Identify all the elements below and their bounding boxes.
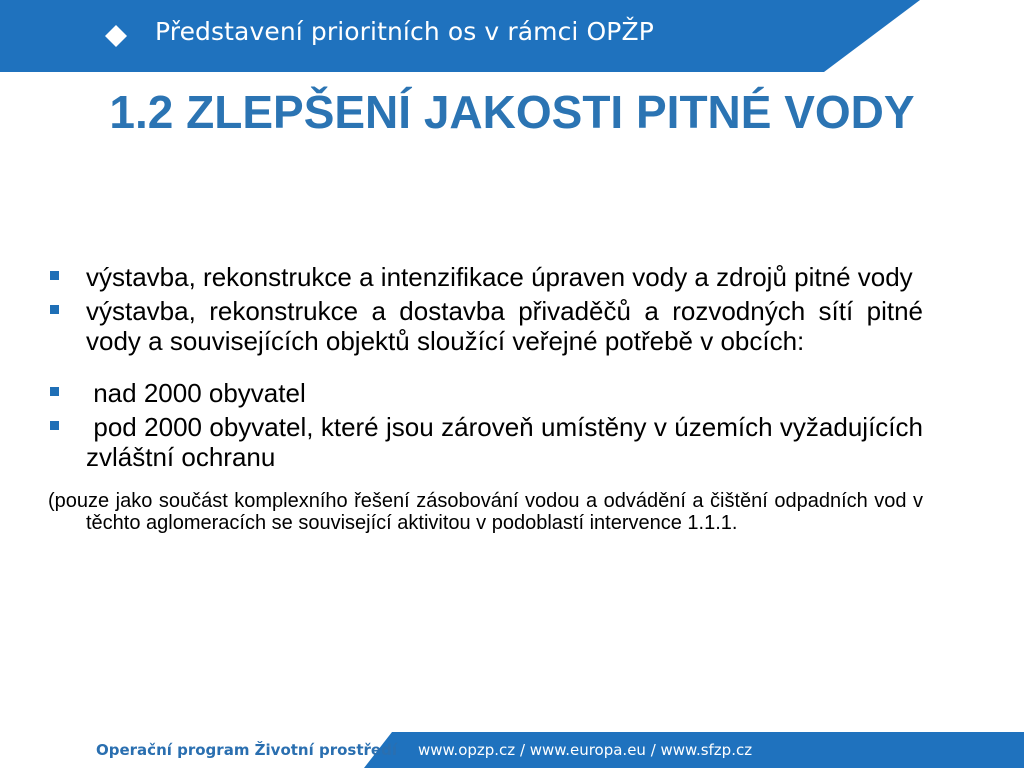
slide-content bbox=[48, 262, 931, 534]
square-bullet-icon bbox=[50, 421, 59, 430]
square-bullet-icon bbox=[50, 271, 59, 280]
square-bullet-icon bbox=[50, 305, 59, 314]
bullet-text: pod 2000 obyvatel, které jsou zároveň umístěny v územích vyžadujících zvláštní ochranu bbox=[86, 412, 931, 472]
bullet-item bbox=[48, 296, 923, 356]
bullet-text: nad 2000 obyvatel bbox=[86, 378, 306, 408]
bullet-text: výstavba, rekonstrukce a dostavba přivaděčů a rozvodných sítí pitné vody a souvisejících objektů sloužící veřejné potřebě v obcích: bbox=[86, 296, 923, 356]
footer-program-name: Operační program Životní prostředí bbox=[96, 741, 397, 759]
bullet-list bbox=[48, 262, 931, 472]
header-title: Představení prioritních os v rámci OPŽP bbox=[155, 17, 654, 46]
square-bullet-icon bbox=[50, 387, 59, 396]
header-band bbox=[0, 0, 1024, 72]
footer-band bbox=[0, 732, 1024, 768]
bullet-text: výstavba, rekonstrukce a intenzifikace úpraven vody a zdrojů pitné vody bbox=[86, 262, 913, 292]
footer-links[interactable]: www.opzp.cz / www.europa.eu / www.sfzp.cz bbox=[418, 741, 753, 759]
bullet-item bbox=[48, 262, 923, 292]
footnote-text: (pouze jako součást komplexního řešení zásobování vodou a odvádění a čištění odpadních vod v těchto aglomeracích se související aktivitou v podoblastí intervence 1.1.1. bbox=[48, 490, 923, 534]
bullet-item bbox=[48, 378, 923, 408]
bullet-item bbox=[48, 412, 931, 472]
slide-title: 1.2 ZLEPŠENÍ JAKOSTI PITNÉ VODY bbox=[109, 86, 915, 138]
diamond-icon bbox=[104, 24, 128, 48]
